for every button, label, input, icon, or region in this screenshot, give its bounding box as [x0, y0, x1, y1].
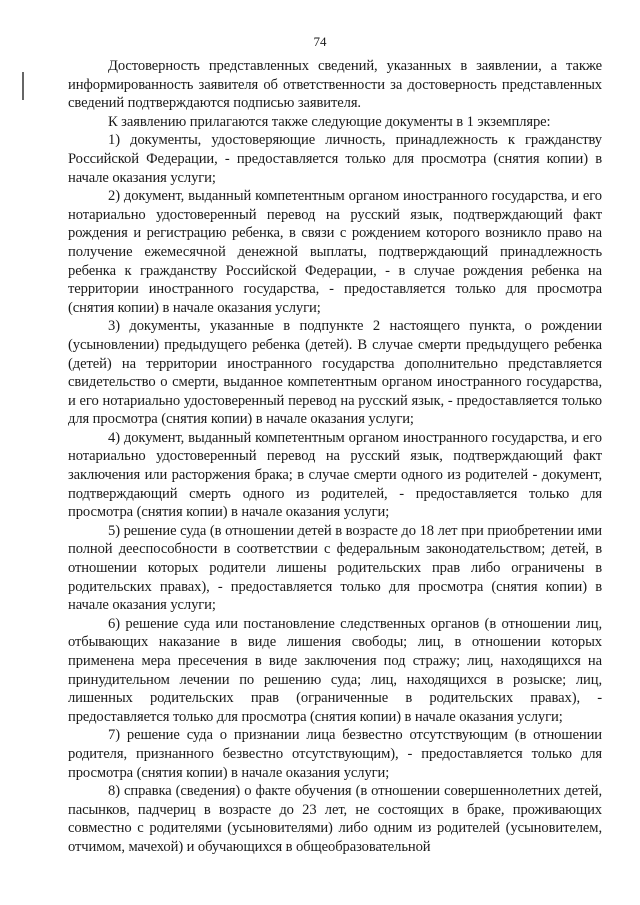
document-body — [68, 57, 602, 857]
paragraph-item-1: 1) документы, удостоверяющие личность, принадлежность к гражданству Российской Федерации, - предоставляется только для просмотра (снятия копии) в начале оказания услуги; — [68, 132, 602, 186]
paragraph-attachments-intro: К заявлению прилагаются также следующие документы в 1 экземпляре: — [108, 113, 551, 130]
paragraph-item-2: 2) документ, выданный компетентным органом иностранного государства, и его нотариально удостоверенный перевод на русский язык, подтверждающий факт рождения и регистрацию ребенка, в связи с рождением которого возникло право на получение ежемесячной денежной выплаты, подтверждающий принадлежность ребенка к гражданству Российской Федерации, - в случае рождения ребенка на территории иностранного государства, - предоставляется только для просмотра (снятия копии) в начале оказания услуги; — [68, 188, 602, 316]
paragraph-item-3: 3) документы, указанные в подпункте 2 настоящего пункта, о рождении (усыновлении) предыдущего ребенка (детей). В случае смерти предыдущего ребенка (детей) на территории иностранного государства дополнительно представляется свидетельство о смерти, выданное компетентным органом иностранного государства, и его нотариально удостоверенный перевод на русский язык, - предоставляется только для просмотра (снятия копии) в начале оказания услуги; — [68, 318, 602, 428]
paragraph-item-5: 5) решение суда (в отношении детей в возрасте до 18 лет при приобретении ими полной дееспособности в соответствии с федеральным законодательством; детей, в отношении которых родители лишены родительских прав либо ограничены в родительских правах), - предоставляется только для просмотра (снятия копии) в начале оказания услуги; — [68, 522, 602, 614]
paragraph-item-8: 8) справка (сведения) о факте обучения (в отношении совершеннолетних детей, пасынков, падчериц в возрасте до 23 лет, не состоящих в браке, проживающих совместно с родителями (усыновителями) либо одним из родителей (усыновителем, отчимом, мачехой) и обучающихся в общеобразовательной — [68, 783, 602, 855]
paragraph-item-6: 6) решение суда или постановление следственных органов (в отношении лиц, отбывающих наказание в виде лишения свободы; лиц, в отношении которых применена мера пресечения в виде заключения под стражу; лиц, находящихся на принудительном лечении по решению суда; лиц, находящихся в розыске; лиц, лишенных родительских прав (ограниченные в родительских правах), - предоставляется только для просмотра (снятия копии) в начале оказания услуги; — [68, 615, 602, 725]
page-number: 74 — [313, 34, 327, 49]
paragraph-reliability: Достоверность представленных сведений, указанных в заявлении, а также информированность заявителя об ответственности за достоверность представленных сведений подтверждаются подписью заявителя. — [68, 58, 602, 112]
paragraph-item-7: 7) решение суда о признании лица безвестно отсутствующим (в отношении родителя, признанного безвестно отсутствующим), - предоставляется только для просмотра (снятия копии) в начале оказания услуги; — [68, 727, 602, 781]
margin-scan-mark — [22, 72, 24, 100]
paragraph-item-4: 4) документ, выданный компетентным органом иностранного государства, и его нотариально удостоверенный перевод на русский язык, подтверждающий факт заключения или расторжения брака; в случае смерти одного из родителей - документ, подтверждающий смерть одного из родителей, - предоставляется только для просмотра (снятия копии) в начале оказания услуги; — [68, 429, 602, 521]
